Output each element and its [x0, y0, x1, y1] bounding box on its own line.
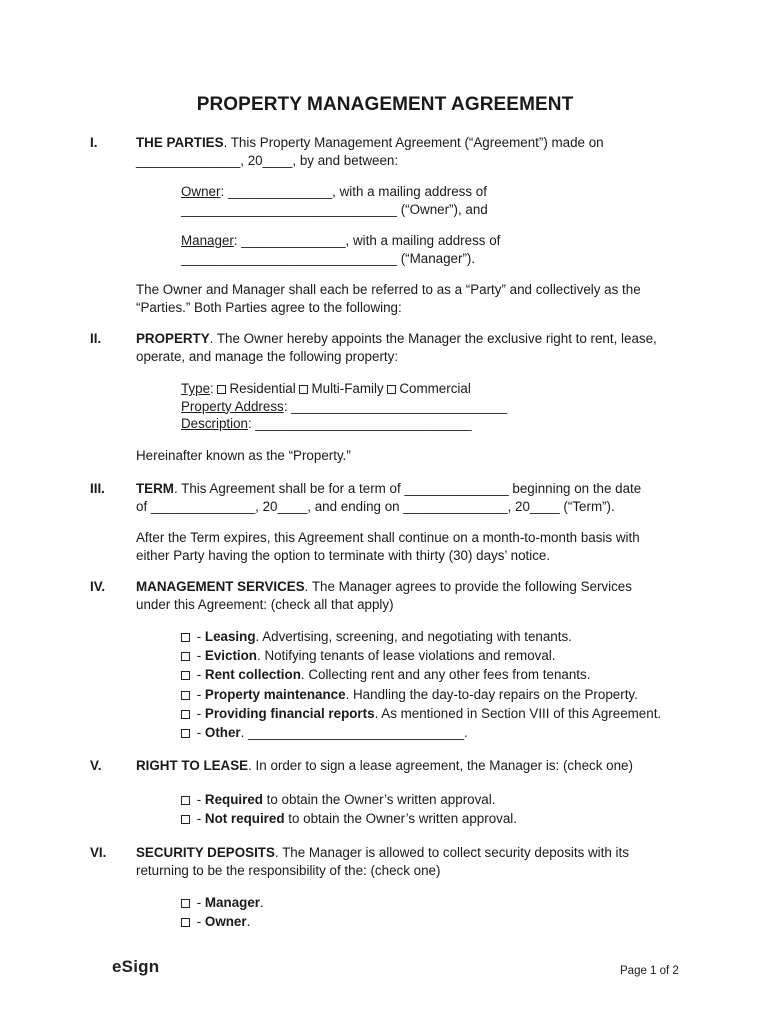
- checkbox-commercial[interactable]: [387, 385, 396, 394]
- list-item: - Rent collection. Collecting rent and any other fees from tenants.: [181, 665, 701, 684]
- property-address-field[interactable]: : _____________________________: [283, 398, 508, 414]
- list-item: - Other. _____________________________.: [181, 723, 701, 742]
- property-details: Type: Residential Multi-Family Commercial Property Address: _____________________________ Description: _____________________________: [181, 381, 508, 431]
- term-continuation: After the Term expires, this Agreement shall continue on a month-to-month basis with either Party having the option to terminate with thirty (30) days’ notice.: [136, 530, 640, 563]
- section-heading: THE PARTIES: [136, 135, 224, 150]
- list-item: - Manager.: [181, 893, 701, 912]
- checkbox-owner[interactable]: [181, 918, 190, 927]
- section-number: II.: [90, 331, 102, 346]
- section-heading: TERM: [136, 481, 174, 496]
- checkbox-eviction[interactable]: [181, 652, 190, 661]
- checkbox-manager[interactable]: [181, 899, 190, 908]
- services-list: [181, 627, 701, 742]
- manager-block: Manager: ______________, with a mailing address of _____________________________ (“Manager”).: [181, 233, 501, 266]
- checkbox-other[interactable]: [181, 729, 190, 738]
- owner-label: Owner: [181, 184, 221, 199]
- section-right-to-lease: RIGHT TO LEASE. In order to sign a lease agreement, the Manager is: (check one): [136, 758, 633, 773]
- list-item: - Providing financial reports. As mentioned in Section VIII of this Agreement.: [181, 704, 701, 723]
- list-item: - Leasing. Advertising, screening, and negotiating with tenants.: [181, 627, 701, 646]
- description-label: Description: [181, 416, 248, 431]
- section-number: VI.: [90, 845, 107, 860]
- list-item: - Not required to obtain the Owner’s written approval.: [181, 809, 701, 828]
- description-field[interactable]: : _____________________________: [247, 416, 472, 431]
- owner-block: Owner: ______________, with a mailing address of _____________________________ (“Owner”), and: [181, 184, 488, 217]
- section-security-deposits: SECURITY DEPOSITS. The Manager is allowed to collect security deposits with its returning to be the responsibility of the: (check one): [136, 845, 629, 878]
- page-number: Page 1 of 2: [620, 965, 679, 977]
- section-parties: THE PARTIES. This Property Management Agreement (“Agreement”) made on ______________, 20____, by and between:: [136, 135, 604, 168]
- checkbox-multi-family[interactable]: [299, 385, 308, 394]
- checkbox-required[interactable]: [181, 796, 190, 805]
- deposit-options: [181, 893, 701, 931]
- document-title: PROPERTY MANAGEMENT AGREEMENT: [196, 94, 574, 115]
- list-item: - Required to obtain the Owner’s written approval.: [181, 790, 701, 809]
- section-number: I.: [90, 135, 98, 150]
- section-property: PROPERTY. The Owner hereby appoints the Manager the exclusive right to rent, lease, operate, and manage the following property:: [136, 331, 657, 364]
- list-item: - Eviction. Notifying tenants of lease violations and removal.: [181, 646, 701, 665]
- section-number: V.: [90, 758, 102, 773]
- type-label: Type: [181, 381, 211, 396]
- parties-closing: The Owner and Manager shall each be referred to as a “Party” and collectively as the “Parties.” Both Parties agree to the following:: [136, 282, 641, 315]
- hereinafter-text: Hereinafter known as the “Property.”: [136, 448, 351, 463]
- checkbox-leasing[interactable]: [181, 633, 190, 642]
- section-heading: MANAGEMENT SERVICES: [136, 579, 305, 594]
- lease-options: [181, 790, 701, 828]
- checkbox-financial-reports[interactable]: [181, 710, 190, 719]
- manager-label: Manager: [181, 233, 234, 248]
- section-number: III.: [90, 481, 105, 496]
- section-management-services: MANAGEMENT SERVICES. The Manager agrees to provide the following Services under this Agreement: (check all that apply): [136, 579, 632, 612]
- esign-logo: eSign: [112, 957, 160, 976]
- checkbox-property-maintenance[interactable]: [181, 691, 190, 700]
- checkbox-residential[interactable]: [217, 385, 226, 394]
- section-term: TERM. This Agreement shall be for a term of ______________ beginning on the date of ______________, 20____, and ending on ______________, 20____ (“Term”).: [136, 481, 642, 514]
- checkbox-rent-collection[interactable]: [181, 671, 190, 680]
- section-heading: SECURITY DEPOSITS: [136, 845, 275, 860]
- section-heading: RIGHT TO LEASE: [136, 758, 249, 773]
- property-address-label: Property Address: [181, 398, 284, 414]
- section-heading: PROPERTY: [136, 331, 210, 346]
- checkbox-not-required[interactable]: [181, 815, 190, 824]
- list-item: - Property maintenance. Handling the day-to-day repairs on the Property.: [181, 685, 701, 704]
- list-item: - Owner.: [181, 912, 701, 931]
- section-number: IV.: [90, 579, 106, 594]
